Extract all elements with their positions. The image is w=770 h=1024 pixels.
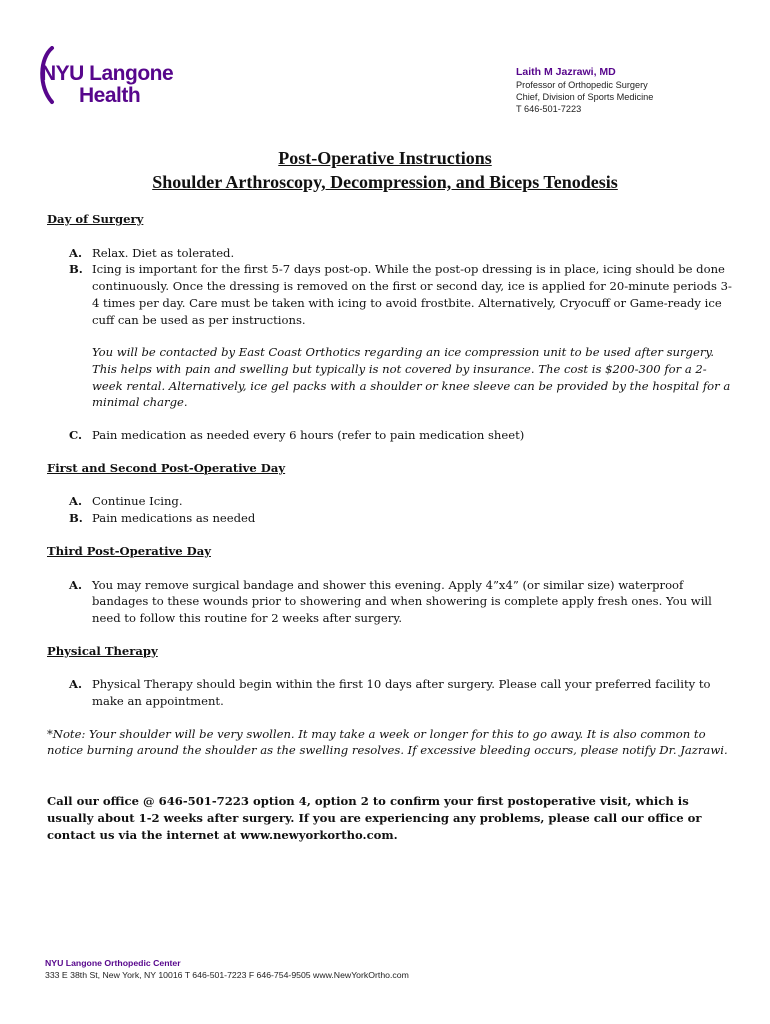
heading-third-day: Third Post-Operative Day	[47, 543, 211, 558]
instructions-body	[47, 211, 737, 843]
day-of-surgery-list	[47, 245, 737, 329]
document-subtitle: Shoulder Arthroscopy, Decompression, and Biceps Tenodesis	[152, 172, 618, 192]
list-marker: B.	[69, 262, 83, 277]
list-item	[47, 261, 737, 328]
list-item-text: You may remove surgical bandage and shower this evening. Apply 4”x4” (or similar size) waterproof bandages to these wounds prior to showering and when showering is complete apply fresh ones. You will need to follow this routine for 2 weeks after surgery.	[92, 577, 712, 625]
heading-day-of-surgery: Day of Surgery	[47, 212, 144, 226]
footer-org: NYU Langone Orthopedic Center	[45, 958, 181, 968]
page-footer	[45, 957, 409, 981]
footer-address: 333 E 38th St, New York, NY 10016 T 646-501-7223 F 646-754-9505 www.NewYorkOrtho.com	[45, 970, 409, 980]
third-day-list	[47, 577, 737, 627]
list-marker: B.	[69, 511, 83, 526]
list-marker: A.	[69, 245, 83, 260]
list-marker: C.	[69, 428, 83, 443]
list-marker: A.	[69, 577, 83, 592]
list-item	[47, 577, 737, 627]
list-marker: A.	[69, 677, 83, 692]
list-item-text: Pain medication as needed every 6 hours (refer to pain medication sheet)	[92, 428, 525, 443]
doctor-title-2: Chief, Division of Sports Medicine	[516, 92, 654, 102]
doctor-title-1: Professor of Orthopedic Surgery	[516, 80, 648, 90]
list-item	[47, 245, 737, 262]
list-item	[47, 427, 737, 444]
heading-first-second-day: First and Second Post-Operative Day	[47, 460, 286, 475]
document-titles	[0, 146, 770, 194]
doctor-phone: T 646-501-7223	[516, 104, 582, 114]
document-title: Post-Operative Instructions	[278, 148, 492, 168]
doctor-name: Laith M Jazrawi, MD	[516, 66, 616, 78]
call-office-text: Call our office @ 646-501-7223 option 4, option 2 to confirm your first postoperative visit, which is usually about 1-2 weeks after surgery. If you are experiencing any problems, please call our office or contact us via the internet at www.newyorkortho.com.	[47, 794, 702, 842]
logo-text-line2: Health	[79, 84, 141, 107]
list-item-text: Continue Icing.	[92, 494, 183, 509]
doctor-info	[516, 66, 653, 115]
heading-physical-therapy: Physical Therapy	[47, 643, 158, 658]
list-item	[47, 676, 737, 709]
nyu-langone-logo	[38, 46, 178, 108]
logo-text-line1: NYU Langone	[41, 62, 174, 85]
first-second-day-list	[47, 493, 737, 526]
ice-unit-note: You will be contacted by East Coast Orthotics regarding an ice compression unit to be used after surgery. This helps with pain and swelling but typically is not covered by insurance. The cost is $200-300 for a 2-week rental. Alternatively, ice gel packs with a shoulder or knee sleeve can be provided by the hospital for a minimal charge.	[92, 345, 731, 410]
list-item-text: Pain medications as needed	[92, 511, 256, 526]
list-item-text: Icing is important for the first 5-7 days post-op. While the post-op dressing is in place, icing should be done continuously. Once the dressing is removed on the first or second day, ice is applied for 20-minute periods 3-4 times per day. Care must be taken with icing to avoid frostbite. Alternatively, Cryocuff or Game-ready ice cuff can be used as per instructions.	[92, 262, 732, 327]
list-item	[47, 493, 737, 510]
list-marker: A.	[69, 494, 83, 509]
swelling-note: *Note: Your shoulder will be very swollen. It may take a week or longer for this to go away. It is also common to notice burning around the shoulder as the swelling resolves. If excessive bleeding occurs, please notify Dr. Jazrawi.	[47, 726, 728, 758]
list-item-text: Physical Therapy should begin within the first 10 days after surgery. Please call your preferred facility to make an appointment.	[92, 677, 711, 709]
physical-therapy-list	[47, 676, 737, 709]
list-item	[47, 510, 737, 527]
list-item-text: Relax. Diet as tolerated.	[92, 245, 235, 260]
